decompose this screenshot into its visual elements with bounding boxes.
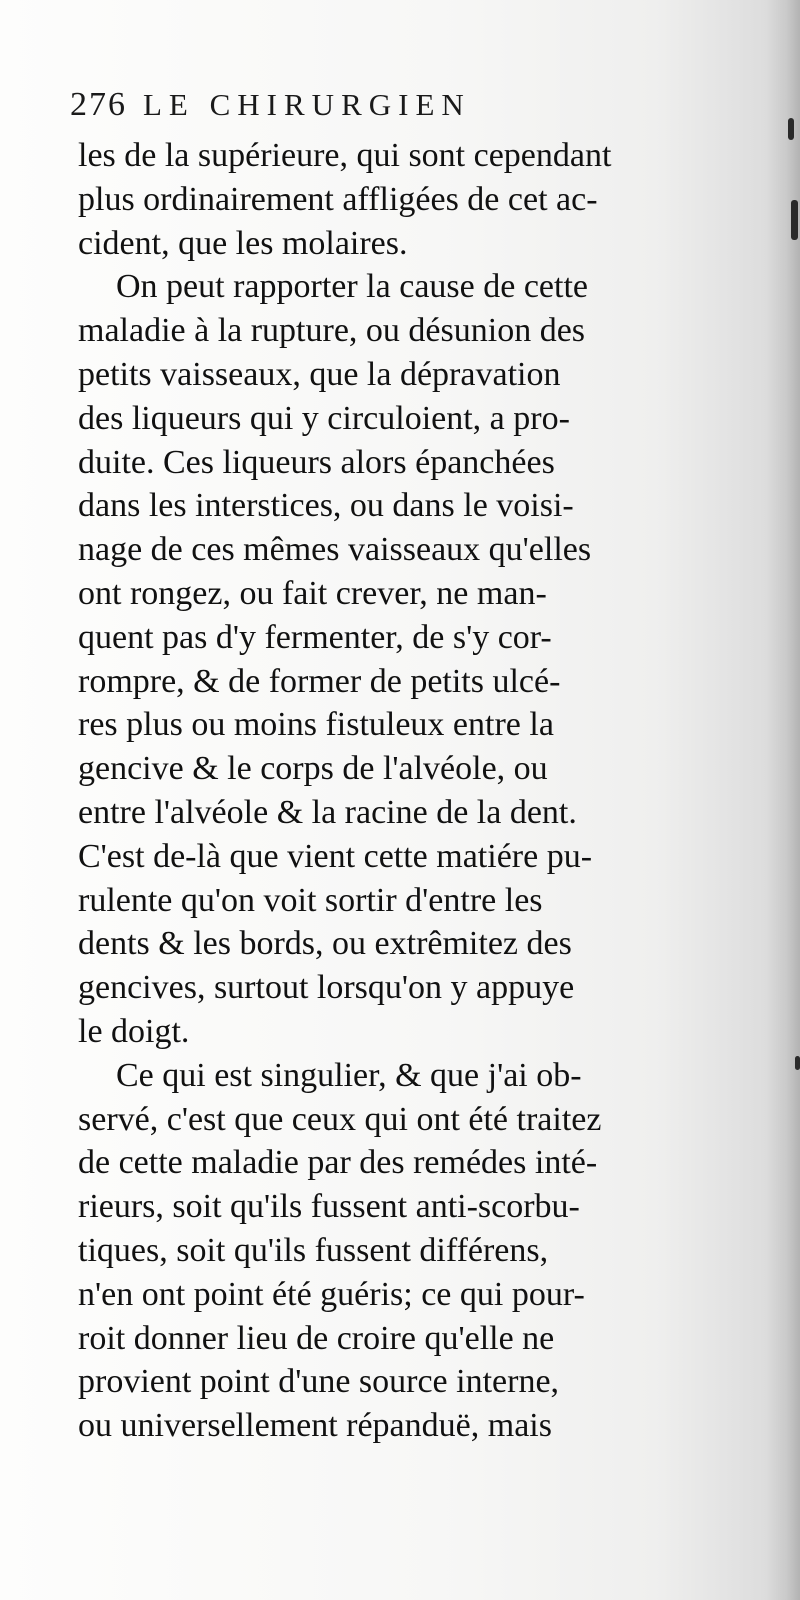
- page-header: [70, 86, 670, 134]
- text-line: gencive & le corps de l'alvéole, ou: [78, 750, 548, 788]
- text-line: Ce qui est singulier, & que j'ai ob-: [116, 1056, 582, 1094]
- text-line: provient point d'une source interne,: [78, 1363, 560, 1401]
- gutter-ink-mark: [791, 200, 798, 240]
- text-line: gencives, surtout lorsqu'on y appuye: [78, 969, 575, 1007]
- body-text: [78, 134, 778, 1448]
- text-line: tiques, soit qu'ils fussent différens,: [78, 1231, 549, 1269]
- text-line: duite. Ces liqueurs alors épanchées: [78, 443, 555, 481]
- text-line: de cette maladie par des remédes inté-: [78, 1144, 598, 1182]
- text-line: plus ordinairement affligées de cet ac-: [78, 180, 598, 218]
- gutter-ink-mark: [788, 118, 794, 140]
- text-line: rulente qu'on voit sortir d'entre les: [78, 881, 543, 919]
- text-line: dans les interstices, ou dans le voisi-: [78, 487, 574, 525]
- text-line: dents & les bords, ou extrêmitez des: [78, 925, 572, 963]
- text-line: cident, que les molaires.: [78, 224, 408, 262]
- page-number: 276: [70, 86, 127, 123]
- text-line: rieurs, soit qu'ils fussent anti-scorbu-: [78, 1188, 580, 1226]
- gutter-ink-mark: [795, 1056, 800, 1070]
- text-line: ont rongez, ou fait crever, ne man-: [78, 574, 547, 612]
- text-line: maladie à la rupture, ou désunion des: [78, 312, 586, 350]
- text-line: roit donner lieu de croire qu'elle ne: [78, 1319, 555, 1357]
- text-line: n'en ont point été guéris; ce qui pour-: [78, 1275, 585, 1313]
- text-line: ou universellement répanduë, mais: [78, 1407, 552, 1445]
- text-line: servé, c'est que ceux qui ont été traitez: [78, 1100, 602, 1138]
- running-title: LE CHIRURGIEN: [143, 87, 471, 122]
- text-line: rompre, & de former de petits ulcé-: [78, 662, 561, 700]
- text-line: petits vaisseaux, que la dépravation: [78, 355, 561, 393]
- text-line: quent pas d'y fermenter, de s'y cor-: [78, 618, 552, 656]
- text-line: les de la supérieure, qui sont cependant: [78, 137, 612, 174]
- text-line: C'est de-là que vient cette matiére pu-: [78, 837, 593, 875]
- text-line: nage de ces mêmes vaisseaux qu'elles: [78, 531, 592, 569]
- text-line: le doigt.: [78, 1012, 190, 1050]
- text-line: entre l'alvéole & la racine de la dent.: [78, 793, 577, 831]
- text-line: On peut rapporter la cause de cette: [116, 268, 588, 306]
- text-line: des liqueurs qui y circuloient, a pro-: [78, 399, 570, 437]
- text-line: res plus ou moins fistuleux entre la: [78, 706, 554, 744]
